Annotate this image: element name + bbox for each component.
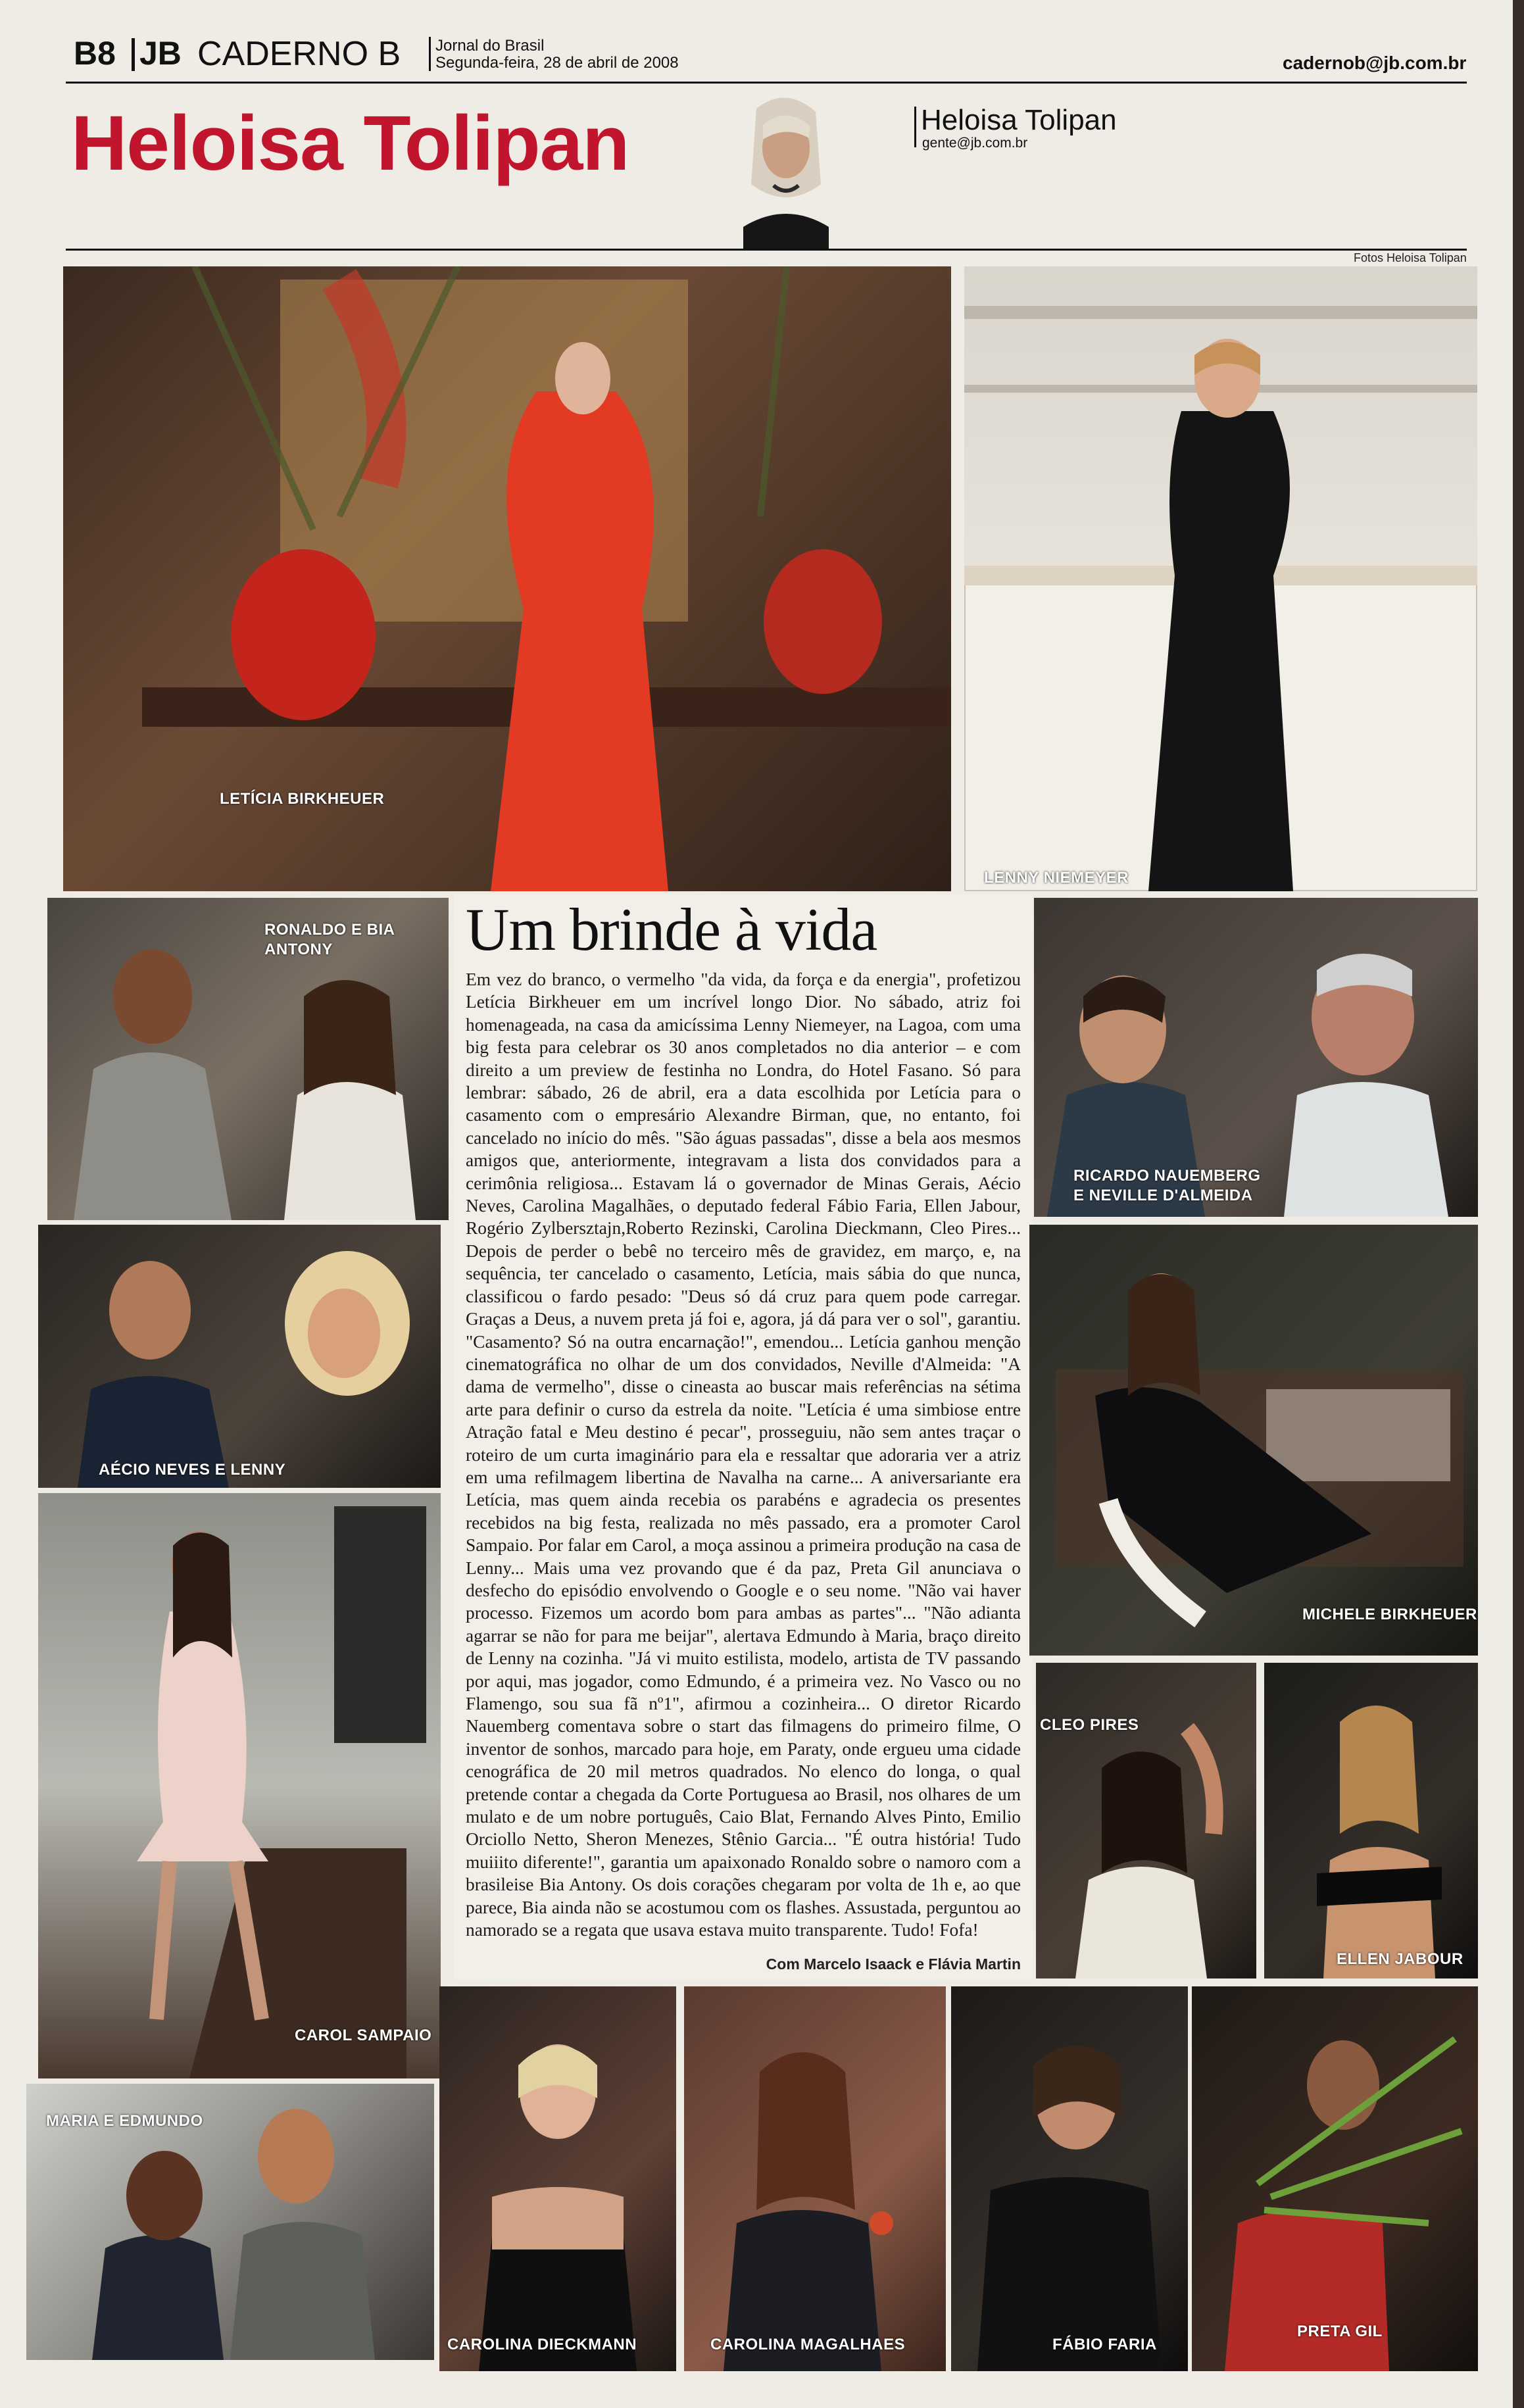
photo-caption: MARIA E EDMUNDO <box>46 2112 203 2130</box>
section-name: CADERNO B <box>197 35 401 73</box>
photo-carolina-magalhaes <box>684 1986 946 2371</box>
photo-maria-edmundo <box>26 2084 434 2360</box>
scene-illustration <box>439 1986 676 2371</box>
masthead-divider <box>132 38 135 71</box>
scene-illustration <box>1036 1663 1256 1978</box>
photo-preta-gil <box>1192 1986 1478 2371</box>
article-credit: Com Marcelo Isaack e Flávia Martin <box>766 1955 1021 1973</box>
columnist-portrait <box>717 86 855 249</box>
column-title: Heloisa Tolipan <box>71 100 629 187</box>
photo-ricardo-nauemberg-neville <box>1034 898 1478 1217</box>
photo-caption: LETÍCIA BIRKHEUER <box>220 790 385 808</box>
photo-ellen-jabour <box>1264 1663 1478 1978</box>
photo-carolina-dieckmann <box>439 1986 676 2371</box>
article-headline: Um brinde à vida <box>466 896 877 963</box>
scene-illustration <box>38 1493 441 2078</box>
photo-caption: AÉCIO NEVES E LENNY <box>99 1461 286 1479</box>
photo-aecio-neves-lenny <box>38 1225 441 1488</box>
section-number: B8 <box>74 35 116 72</box>
header-rule <box>66 249 1467 251</box>
scene-illustration <box>63 266 951 891</box>
photo-carol-sampaio <box>38 1493 441 2078</box>
photo-lenny-niemeyer <box>964 266 1477 891</box>
photo-ronaldo-bia-antony <box>47 898 449 1220</box>
photo-caption: CAROLINA DIECKMANN <box>447 2336 637 2353</box>
byline-divider <box>914 107 916 147</box>
masthead-divider-2 <box>429 37 431 71</box>
scene-illustration <box>964 266 1477 891</box>
photo-caption: CAROLINA MAGALHAES <box>710 2336 906 2353</box>
photo-credit: Fotos Heloisa Tolipan <box>1354 251 1467 264</box>
masthead-rule <box>66 82 1467 84</box>
article-body: Em vez do branco, o vermelho "da vida, da força e da energia", profetizou Letícia Birkheuer em um incrível longo Dior. No sábado, atriz foi homenageada, na casa da amicíssima Lenny Niemeyer, na Lagoa, com uma big festa para celebrar os 30 anos completados no dia anterior – e com direito a um preview de festinha no Londra, do Hotel Fasano. Só para lembrar: sábado, 26 de abril, era a data escolhida por Letícia para o casamento com o empresário Alexandre Birman, que, no entanto, foi cancelado no início do mês. "São águas passadas", disse a bela aos mesmos amigos que, anteriormente, integravam a lista dos convidados para a cerimônia religiosa... Estavam lá o governador de Minas Gerais, Aécio Neves, Carolina Magalhães, o deputado federal Fábio Faria, Ellen Jabour, Rogério Zylbersztajn,Roberto Rezinski, Carolina Dieckmann, Cleo Pires... Depois de perder o bebê no terceiro mês de gravidez, em março, e, na sequência, ter cancelado o casamento, Letícia, mais sábia do que nunca, classificou o fardo pesado: "Deus só dá cruz para quem pode carregar. Graças a Deus, a nuvem preta já foi e, agora, já dá para ver o sol", garantiu. "Casamento? Só na outra encarnação!", emendou... Letícia ganhou menção cinematográfica no olhar de um dos convidados, Neville d'Almeida: "A dama de vermelho", disse o cineasta ao buscar mais referências na sétima arte para definir o curso da estrela da noite. "Letícia é uma simbiose entre Atração fatal e Meu destino é pecar", prosseguiu, não sem antes traçar o roteiro de um curta imaginário para ela e ressaltar que adoraria ver a atriz em uma refilmagem libertina de Navalha na carne... A aniversariante era Letícia, mas quem ainda recebia os parabéns e agradecia os presentes recebidos na big festa, realizada no mês passado, era a promoter Carol Sampaio. Por falar em Carol, a moça assinou a primeira produção na casa de Lenny... Mais uma vez provando que é da paz, Preta Gil anunciava o desfecho do episódio envolvendo o Google e o seu nome. "Não vai haver processo. Fizemos um acordo bom para ambas as partes"... "Não adianta agarrar se não for para me beijar", alertava Edmundo à Maria, braço direito de Lenny na cozinha. "Já vi muito estilista, modelo, artista de TV passando por aqui, mas jogador, como Edmundo, é a primeira vez. No Vasco ou no Flamengo, sou sua fã nº1", afirmou a cozinheira... O diretor Ricardo Nauemberg comentava sobre o start das filmagens do primeiro filme, O inventor de sonhos, marcado para hoje, em Paraty, onde ergueu uma cidade cenográfica de 20 mil metros quadrados. No elenco do longa, o qual pretende contar a chegada da Corte Portuguesa ao Brasil, nos olhares de um mulato e de um nobre português, Caio Blat, Fernando Alves Pinto, Emilio Orciollo Netto, Sheron Menezes, Stênio Garcia... "É outra história! Tudo muiiito diferente!", garantia um apaixonado Ronaldo sobre o namoro com a brasileise Bia Antony. Os dois corações chegaram por volta de 1h e, ao que parece, Bia ainda não se acostumou com os flashes. Assustada, perguntou ao namorado se a regata que usava estava muito transparente. Tudo! Fofa! <box>466 970 1021 1940</box>
scene-illustration <box>1264 1663 1478 1978</box>
photo-cleo-pires <box>1036 1663 1256 1978</box>
photo-michele-birkheuer <box>1029 1225 1478 1656</box>
photo-caption: CLEO PIRES <box>1040 1716 1139 1734</box>
scene-illustration <box>684 1986 946 2371</box>
photo-caption: RONALDO E BIA ANTONY <box>264 921 395 958</box>
photo-caption: MICHELE BIRKHEUER <box>1302 1606 1477 1623</box>
photo-leticia-birkheuer <box>63 266 951 891</box>
photo-caption: FÁBIO FARIA <box>1052 2336 1157 2353</box>
photo-caption: ELLEN JABOUR <box>1337 1950 1463 1968</box>
brand-logo: JB <box>139 35 182 72</box>
issue-date: Segunda-feira, 28 de abril de 2008 <box>435 54 679 72</box>
scene-illustration <box>1192 1986 1478 2371</box>
article <box>454 895 1033 1980</box>
paper-name: Jornal do Brasil <box>435 37 545 55</box>
contact-email[interactable]: cadernob@jb.com.br <box>1283 53 1467 73</box>
portrait-icon <box>717 86 855 249</box>
scene-illustration <box>1029 1225 1478 1656</box>
scene-illustration <box>38 1225 441 1488</box>
photo-caption: CAROL SAMPAIO <box>295 2027 432 2044</box>
photo-caption: LENNY NIEMEYER <box>984 869 1129 887</box>
photo-fabio-faria <box>951 1986 1188 2371</box>
photo-caption: PRETA GIL <box>1297 2322 1383 2340</box>
scene-illustration <box>951 1986 1188 2371</box>
byline-email[interactable]: gente@jb.com.br <box>922 135 1028 151</box>
byline-name: Heloisa Tolipan <box>921 104 1117 136</box>
photo-caption: RICARDO NAUEMBERG E NEVILLE D'ALMEIDA <box>1073 1167 1261 1204</box>
